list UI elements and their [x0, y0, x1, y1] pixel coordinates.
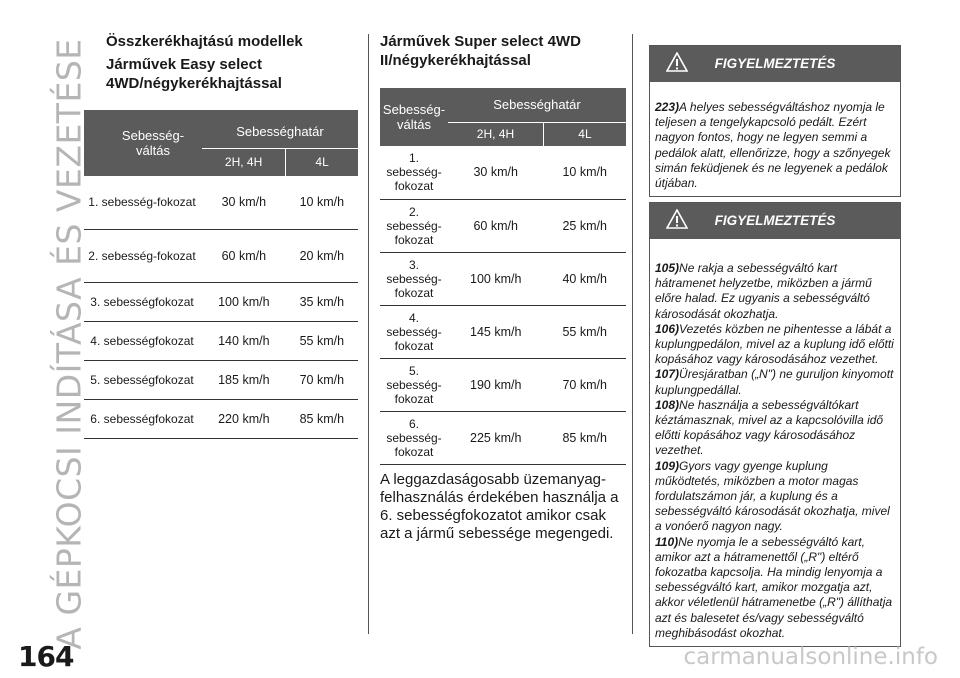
super-select-title-line-1: Járművek Super select 4WD [380, 33, 581, 50]
left-col-speed-header: Sebességhatár [202, 110, 358, 148]
speed-2h4h-cell: 225 km/h [448, 411, 543, 464]
speed-4l-cell: 85 km/h [543, 411, 626, 464]
warning-item-text: Ne rakja a sebességváltó kart hátramenet helyzetbe, miközben a jármű előre halad. Ez ugyanis a sebességváltó károsodását okozhatja. [655, 261, 872, 321]
warning-item-number: 106) [655, 321, 680, 336]
warning-box-1 [649, 45, 901, 197]
left-col-gear-header: Sebesség-váltás [121, 128, 185, 158]
table-row [380, 305, 626, 358]
warning-item-number: 108) [655, 397, 680, 412]
subtitle-line-1: Járművek Easy select [106, 56, 262, 73]
warning-item-text: A helyes sebességváltáshoz nyomja le teljesen a tengelykapcsoló pedált. Ezért nagyon fontos, hogy ne legyen semmi a pedálok alatt, ellenőrizze, hogy a szőnyegek simán feküdjenek és ne legyenek a pedálok útjában. [655, 100, 891, 191]
gear-cell: 3. sebesség-fokozat [380, 252, 448, 305]
table-row [84, 399, 358, 438]
warning-item-text: Vezetés közben ne pihentesse a lábát a kuplungpedálon, mivel az a kuplung idő előtti kopásához vagy károsodásához vezethet. [655, 321, 894, 367]
speed-4l-cell: 40 km/h [543, 252, 626, 305]
gear-cell: 5. sebesség-fokozat [380, 358, 448, 411]
warning-item-number: 107) [655, 367, 680, 382]
gear-cell: 1. sebesség-fokozat [380, 146, 448, 199]
super-select-title-line-2: II/négykerékhajtással [380, 52, 531, 69]
warning-item [655, 459, 895, 535]
warning-2-body [650, 239, 900, 646]
middle-col-4l-header: 4L [578, 127, 592, 142]
warning-item-text: Ne nyomja le a sebességváltó kart, amikor azt a hátramenettől („R") eltérő fokozatba kapcsolja. Ha mindig lenyomja a sebességváltó kart, amikor mozgatja azt, akkor véletlenül hátramenetbe („R") állíthatja azt és balesetet és/vagy sebességváltó meghibásodást okozhat. [655, 534, 893, 640]
speed-4l-cell: 10 km/h [286, 176, 358, 229]
gear-cell: 6. sebességfokozat [84, 399, 202, 438]
speed-4l-cell: 85 km/h [286, 399, 358, 438]
speed-2h4h-cell: 190 km/h [448, 358, 543, 411]
table-row [380, 252, 626, 305]
speed-4l-cell: 20 km/h [286, 229, 358, 282]
speed-2h4h-cell: 145 km/h [448, 305, 543, 358]
warning-box-2 [649, 202, 901, 647]
warning-item-number: 105) [655, 261, 680, 275]
speed-4l-cell: 10 km/h [543, 146, 626, 199]
speed-4l-cell: 55 km/h [543, 305, 626, 358]
gear-cell: 2. sebesség-fokozat [380, 199, 448, 252]
table-row [84, 360, 358, 399]
left-speed-table [84, 110, 358, 439]
left-col-4l-header: 4L [315, 155, 329, 170]
subtitle-line-2: 4WD/négykerékhajtással [106, 75, 282, 92]
warning-item [655, 367, 895, 397]
speed-4l-cell: 70 km/h [286, 360, 358, 399]
warning-item-text: Gyors vagy gyenge kuplung működtetés, miközben a motor magas fordulatszámon jár, a kuplung és a sebességváltó károsodását okozhatja, mivel a vonóerő nagyon nagy. [655, 458, 890, 534]
middle-speed-table [380, 88, 626, 465]
speed-2h4h-cell: 220 km/h [202, 399, 286, 438]
warning-item [655, 322, 895, 368]
gear-cell: 4. sebességfokozat [84, 321, 202, 360]
speed-2h4h-cell: 30 km/h [448, 146, 543, 199]
speed-2h4h-cell: 140 km/h [202, 321, 286, 360]
middle-col-2h4h-header: 2H, 4H [448, 122, 543, 146]
speed-2h4h-cell: 185 km/h [202, 360, 286, 399]
warning-item [655, 261, 895, 322]
warning-item-text: Ne használja a sebességváltókart kéztámasznak, mivel az a kapcsolóvilla idő előtti kopásához vagy károsodásához vezethet. [655, 397, 884, 458]
warning-1-title: FIGYELMEZTETÉS [714, 56, 836, 71]
chapter-side-title-text: A GÉPKOCSI INDÍTÁSA ÉS VEZETÉSE [49, 38, 89, 650]
table-row [84, 282, 358, 321]
left-column [84, 32, 358, 439]
left-col-2h4h-header: 2H, 4H [202, 148, 286, 176]
warning-item-number: 109) [655, 458, 680, 473]
warning-item-number: 110) [655, 534, 679, 549]
warning-item [655, 535, 895, 641]
middle-col-speed-header: Sebességhatár [448, 88, 626, 122]
speed-4l-cell: 55 km/h [286, 321, 358, 360]
speed-2h4h-cell: 30 km/h [202, 176, 286, 229]
speed-2h4h-cell: 60 km/h [448, 199, 543, 252]
speed-4l-cell: 35 km/h [286, 282, 358, 321]
warning-item [655, 398, 895, 459]
table-row [380, 411, 626, 464]
warning-2-title: FIGYELMEZTETÉS [714, 213, 836, 228]
gear-cell: 2. sebesség-fokozat [84, 229, 202, 282]
table-row [380, 146, 626, 199]
warning-item-text: Üresjáratban („N") ne guruljon kinyomott kuplungpedállal. [655, 367, 894, 397]
speed-2h4h-cell: 100 km/h [448, 252, 543, 305]
section-title: Összkerékhajtású modellek [106, 33, 303, 50]
column-divider-left [368, 34, 369, 634]
gear-cell: 5. sebességfokozat [84, 360, 202, 399]
warning-item-number: 223) [655, 100, 680, 114]
gear-cell: 6. sebesség-fokozat [380, 411, 448, 464]
page-number: 164 [18, 640, 74, 673]
speed-2h4h-cell: 100 km/h [202, 282, 286, 321]
warning-2-header [650, 203, 900, 239]
table-row [380, 358, 626, 411]
speed-4l-cell: 70 km/h [543, 358, 626, 411]
warning-item [655, 100, 895, 191]
table-row [84, 176, 358, 229]
gear-cell: 3. sebességfokozat [84, 282, 202, 321]
gear-cell: 1. sebesség-fokozat [84, 176, 202, 229]
warning-1-body [650, 82, 900, 196]
middle-column [380, 32, 626, 543]
watermark: carmanualsonline.info [683, 644, 938, 670]
gear-cell: 4. sebesség-fokozat [380, 305, 448, 358]
table-row [84, 229, 358, 282]
speed-2h4h-cell: 60 km/h [202, 229, 286, 282]
middle-col-gear-header: Sebesség-váltás [382, 102, 446, 132]
table-row [84, 321, 358, 360]
speed-4l-cell: 25 km/h [543, 199, 626, 252]
table-row [380, 199, 626, 252]
fuel-economy-paragraph: A leggazdaságosabb üzemanyag-felhasználás érdekében használja a 6. sebességfokozatot amikor csak azt a jármű sebessége megengedi. [380, 470, 619, 542]
warning-1-header [650, 46, 900, 82]
column-divider-right [632, 34, 633, 634]
